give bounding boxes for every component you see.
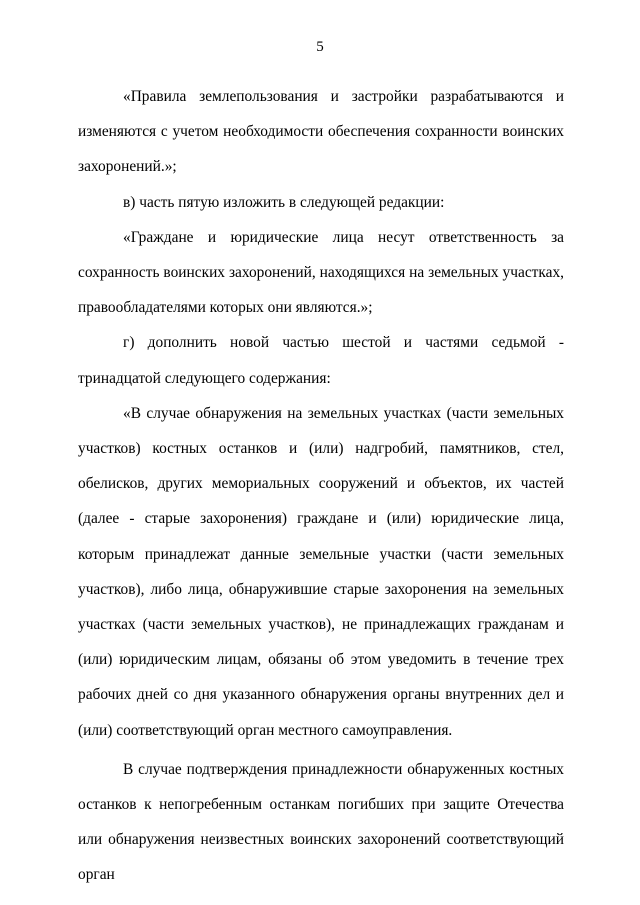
paragraph-part-five-heading: в) часть пятую изложить в следующей редакции: [123,193,445,211]
document-body [78,79,564,893]
paragraph-confirmation: В случае подтверждения принадлежности обнаруженных костных останков к непогребенным останкам погибших при защите Отечества или обнаружения неизвестных воинских захоронений соответствующий орган [78,760,564,884]
page-number: 5 [316,39,324,55]
paragraph-new-parts-heading: г) дополнить новой частью шестой и частями седьмой - тринадцатой следующего содержания: [78,334,564,387]
paragraph-old-burials: «В случае обнаружения на земельных участках (части земельных участков) костных останков и (или) надгробий, памятников, стел, обелисков, других мемориальных сооружений и объектов, их частей (далее - старые захоронения) граждане и (или) юридические лица, которым принадлежат данные земельные участки (части земельных участков), либо лица, обнаружившие старые захоронения на земельных участках (части земельных участков), не принадлежащих гражданам и (или) юридическим лицам, обязаны об этом уведомить в течение трех рабочих дней со дня указанного обнаружения органы внутренних дел и (или) соответствующий орган местного самоуправления. [78,404,564,739]
paragraph-part-five-text: «Граждане и юридические лица несут ответственность за сохранность воинских захоронений, находящихся на земельных участках, правообладателями которых они являются.»; [78,228,564,317]
paragraph-rules-amendment: «Правила землепользования и застройки разрабатываются и изменяются с учетом необходимости обеспечения сохранности воинских захоронений.»; [78,88,564,176]
